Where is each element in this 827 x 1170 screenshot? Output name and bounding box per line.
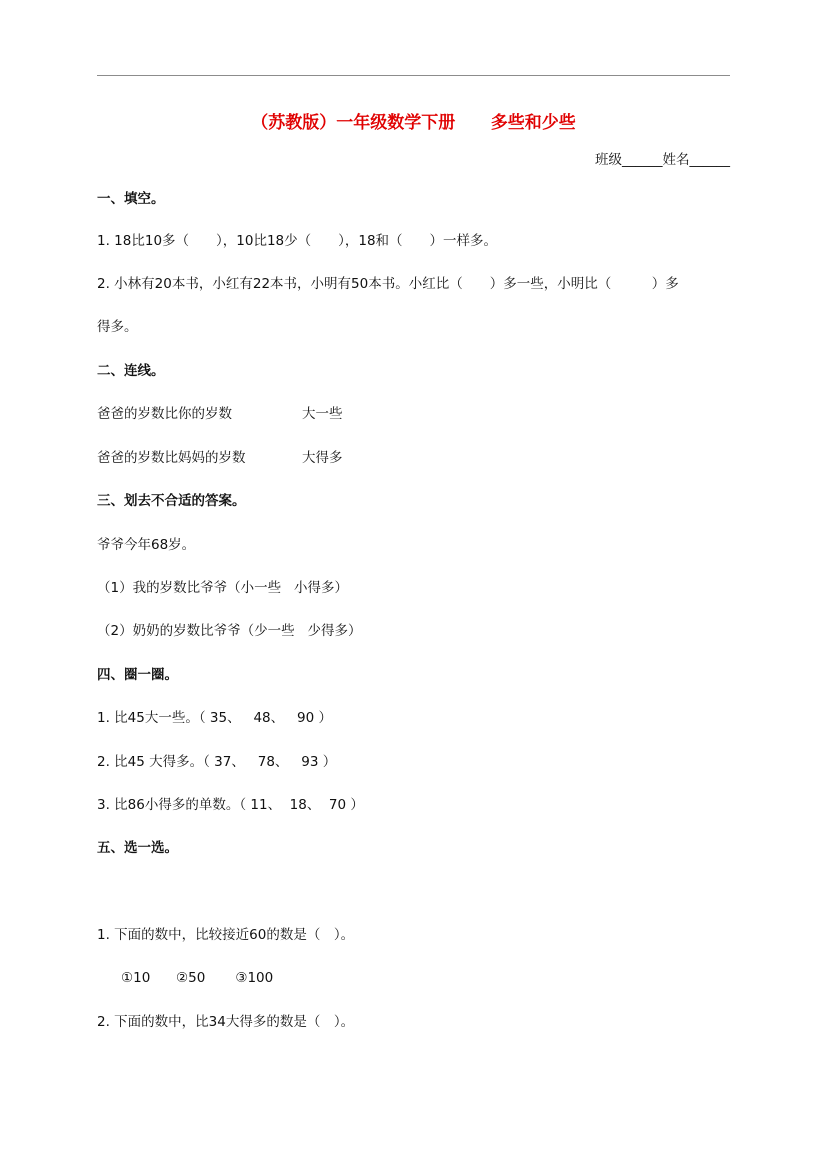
s3-question-1: （1）我的岁数比爷爷（小一些 小得多） — [97, 580, 348, 596]
section-2-heading: 二、连线。 — [97, 363, 165, 379]
s3-intro: 爷爷今年68岁。 — [97, 537, 196, 553]
s4-question-3: 3. 比86小得多的单数。（ 11、 18、 70 ） — [97, 797, 364, 813]
header-rule — [97, 75, 730, 76]
s4-question-1: 1. 比45大一些。（ 35、 48、 90 ） — [97, 710, 332, 726]
page-title: （苏教版）一年级数学下册 多些和少些 — [251, 113, 576, 133]
s5-question-1-options: ①10 ②50 ③100 — [121, 970, 274, 986]
s5-question-1: 1. 下面的数中，比较接近60的数是（ ）。 — [97, 927, 355, 943]
section-3-heading: 三、划去不合适的答案。 — [97, 493, 246, 509]
s1-question-1: 1. 18比10多（ ），10比18少（ ），18和（ ）一样多。 — [97, 233, 498, 249]
s3-question-2: （2）奶奶的岁数比爷爷（少一些 少得多） — [97, 623, 362, 639]
s2-left-item-2: 爸爸的岁数比妈妈的岁数 — [97, 450, 246, 466]
s2-left-item-1: 爸爸的岁数比你的岁数 — [97, 406, 232, 422]
s5-question-2: 2. 下面的数中，比34大得多的数是（ ）。 — [97, 1014, 355, 1030]
section-1-heading: 一、填空。 — [97, 191, 165, 207]
s1-question-2-line-2: 得多。 — [97, 319, 138, 335]
s2-right-item-2: 大得多 — [302, 450, 343, 466]
class-name-line: 班级______姓名______ — [595, 152, 730, 168]
section-4-heading: 四、圈一圈。 — [97, 667, 178, 683]
section-5-heading: 五、选一选。 — [97, 840, 178, 856]
s2-right-item-1: 大一些 — [302, 406, 343, 422]
s4-question-2: 2. 比45 大得多。（ 37、 78、 93 ） — [97, 754, 337, 770]
s1-question-2-line-1: 2. 小林有20本书，小红有22本书，小明有50本书。小红比（ ）多一些，小明比（ ）多 — [97, 276, 679, 292]
